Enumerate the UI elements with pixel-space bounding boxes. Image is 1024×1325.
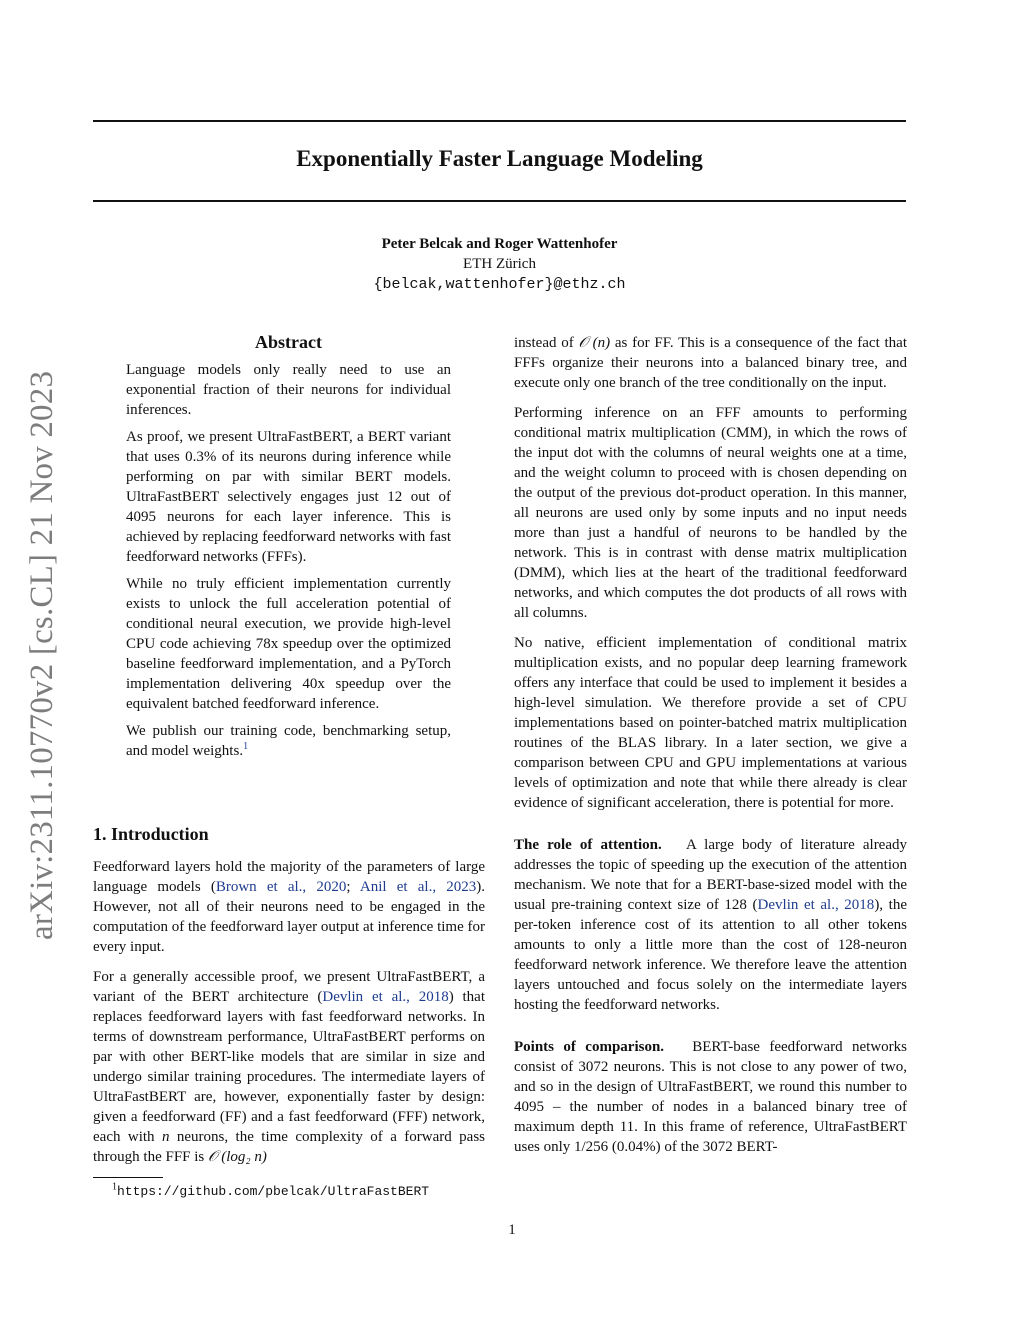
abstract-paragraph: While no truly efficient implementation currently exists to unlock the full acceleration potential of conditional neural execution, we provide high-level CPU code achieving 78x speedup over the optimized baseline feedforward implementation, and a PyTorch implementation delivering 40x speedup over the equivalent batched feedforward inference. [126, 576, 451, 712]
author-email: {belcak,wattenhofer}@ethz.ch [373, 276, 626, 293]
title-top-rule [93, 120, 906, 122]
run-in-heading: The role of attention. [514, 837, 662, 853]
text-run: ), the per-token inference cost of its attention to all other tokens amounts to only a little more than the cost of 128-neuron feedforward network inference. We therefore leave the attention layers untouched and focus solely on the intermediate layers hosting the feedforward networks. [514, 897, 907, 1013]
abstract-section [126, 330, 451, 768]
citation-link[interactable]: Brown et al., 2020 [215, 879, 347, 895]
footnote-divider [93, 1177, 163, 1178]
affiliation: ETH Zürich [463, 256, 536, 272]
authors: Peter Belcak and Roger Wattenhofer [381, 236, 618, 252]
text-run: as for FF. This is a consequence of the fact that FFFs organize their neurons into a balanced binary tree, and execute only one branch of the tree conditionally on the input. [514, 335, 907, 391]
paper-title: Exponentially Faster Language Modeling [296, 146, 703, 171]
body-paragraph [514, 1037, 907, 1157]
abstract-paragraph: As proof, we present UltraFastBERT, a BERT variant that uses 0.3% of its neurons during inference while performing on par with similar BERT models. UltraFastBERT selectively engages just 12 out of 4095 neurons for each layer inference. This is achieved by replacing feedforward networks with fast feedforward networks (FFFs). [126, 429, 451, 565]
footnote-number: 1 [112, 1181, 117, 1193]
abstract-paragraph: Language models only really need to use an exponential fraction of their neurons for individual inferences. [126, 362, 451, 418]
math-variable: n [161, 1129, 170, 1145]
body-paragraph: No native, efficient implementation of conditional matrix multiplication exists, and no popular deep learning framework offers any interface that could be used to implement it besides a high-level simulation. We therefore provide a set of CPU implementations based on pointer-batched matrix multiplication routines of the BLAS library. In a later section, we give a comparison between CPU and GPU implementations at various levels of optimization and note that while there already is clear evidence of significant acceleration, there is potential for more. [514, 635, 907, 811]
footnote [112, 1182, 429, 1201]
body-paragraph [514, 835, 907, 1015]
text-run: ) that replaces feedforward layers with fast feedforward networks. In terms of downstream performance, UltraFastBERT performs on par with other BERT-like models that are similar in size and undergo similar training procedures. The intermediate layers of UltraFastBERT are, however, exponentially faster by design: given a feedforward (FF) and a fast feedforward (FFF) network, each with [93, 989, 485, 1145]
introduction-section [93, 822, 485, 1177]
intro-paragraph [93, 967, 485, 1167]
abstract-heading: Abstract [255, 332, 322, 352]
right-column [514, 333, 907, 1167]
citation-link[interactable]: Anil et al., 2023 [359, 879, 477, 895]
title-bottom-rule [93, 200, 906, 202]
text-run: ; [346, 879, 360, 895]
section-heading: 1. Introduction [93, 824, 209, 844]
arxiv-identifier: arXiv:2311.10770v2 [cs.CL] 21 Nov 2023 [24, 370, 60, 940]
author-block [93, 234, 906, 296]
citation-link[interactable]: Devlin et al., 2018 [322, 989, 449, 1005]
abstract-text: We publish our training code, benchmarking setup, and model weights. [126, 723, 451, 759]
text-run: Feedforward layers hold the majority of the parameters of large language models ( [93, 859, 485, 895]
text-run: neurons, the time complexity of a forward pass through the FFF is [93, 1129, 486, 1165]
run-in-heading: Points of comparison. [514, 1039, 665, 1055]
page-number: 1 [508, 1222, 516, 1238]
text-run: instead of [514, 335, 579, 351]
text-run: A large body of literature already addresses the topic of speeding up the execution of the attention mechanism. We note that for a BERT-base-sized model with the usual pre-training context size of 128 ( [514, 837, 907, 913]
abstract-paragraph [126, 721, 451, 761]
citation-link[interactable]: Devlin et al., 2018 [757, 897, 875, 913]
math-expression: 𝒪 (n) [578, 335, 611, 351]
body-paragraph [514, 333, 907, 393]
text-run: ). However, not all of their neurons need to be engaged in the computation of the feedforward layer output at inference time for every input. [93, 879, 486, 955]
footnote-url[interactable]: https://github.com/pbelcak/UltraFastBERT [117, 1184, 430, 1199]
text-run: For a generally accessible proof, we present UltraFastBERT, a variant of the BERT architecture ( [93, 969, 485, 1005]
footnote-marker[interactable]: 1 [243, 741, 249, 752]
math-expression: 𝒪 (log₂ n) [208, 1149, 267, 1165]
text-run: BERT-base feedforward networks consist of 3072 neurons. This is not close to any power of two, and so in the design of UltraFastBERT, we round this number to 4095 – the number of nodes in a balanced binary tree of maximum depth 11. In this frame of reference, UltraFastBERT uses only 1/256 (0.04%) of the 3072 BERT- [514, 1039, 908, 1155]
intro-paragraph [93, 857, 485, 957]
body-paragraph: Performing inference on an FFF amounts to performing conditional matrix multiplication (CMM), in which the rows of the input dot with the columns of neural weights one at a time, and the weight column to proceed with is chosen depending on the output of the previous dot-product operation. In this manner, all neurons are used only by some inputs and no input needs more than just a handful of neurons to be handled by the network. This is in contrast with dense matrix multiplication (DMM), which lies at the heart of the traditional feedforward networks, and which computes the dot products of all rows with all columns. [514, 405, 907, 621]
